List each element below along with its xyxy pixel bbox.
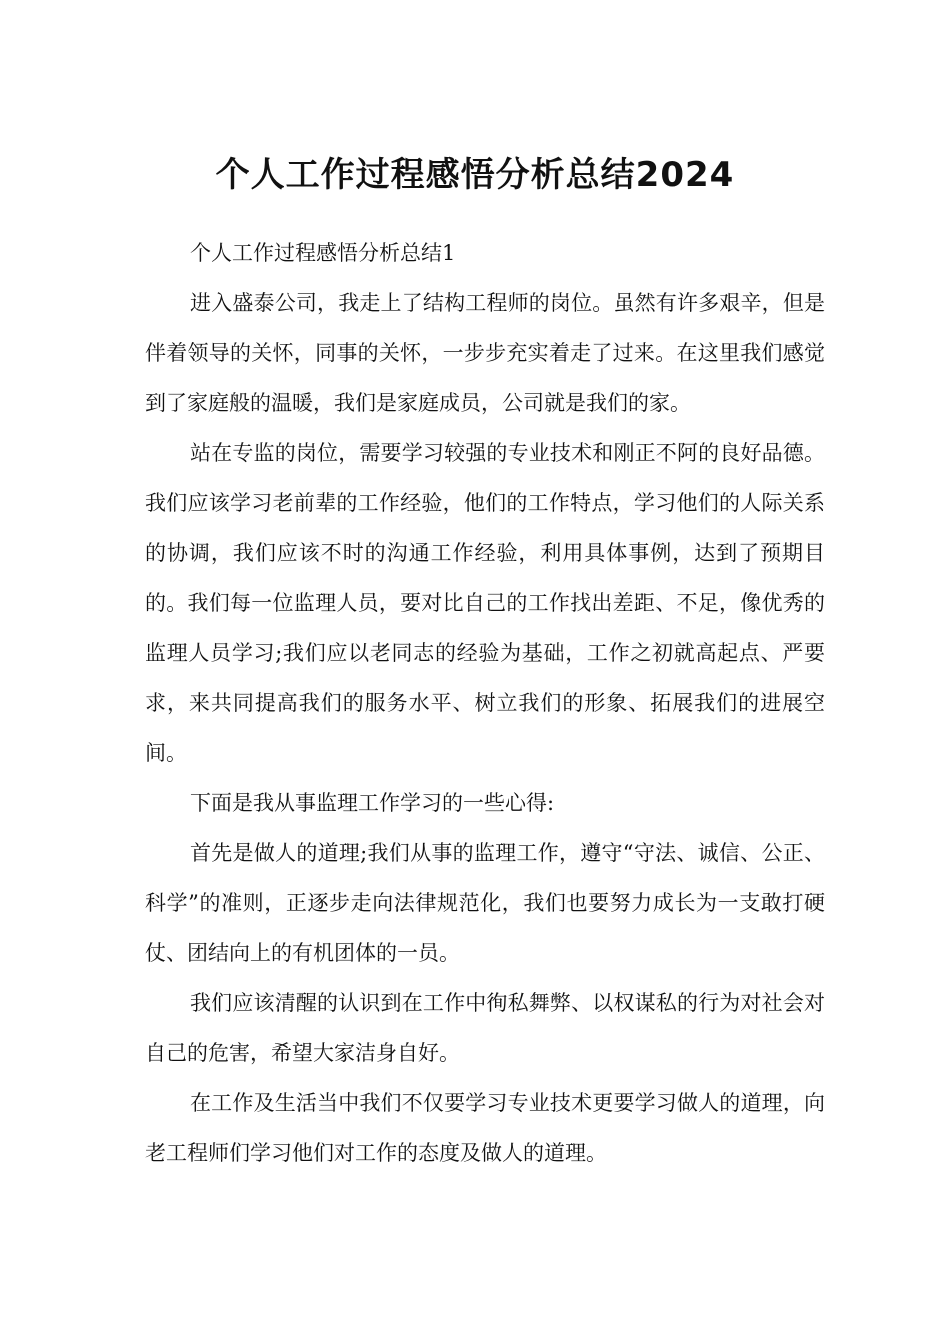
document-body: [145, 228, 825, 1178]
document-title: 个人工作过程感悟分析总结2024: [215, 154, 735, 195]
paragraph: 站在专监的岗位，需要学习较强的专业技术和刚正不阿的良好品德。我们应该学习老前辈的工作经验，他们的工作特点，学习他们的人际关系的协调，我们应该不时的沟通工作经验，利用具体事例，达到了预期目的。我们每一位监理人员，要对比自己的工作找出差距、不足，像优秀的监理人员学习;我们应以老同志的经验为基础，工作之初就高起点、严要求，来共同提高我们的服务水平、树立我们的形象、拓展我们的进展空间。: [145, 441, 825, 765]
paragraph: 下面是我从事监理工作学习的一些心得:: [190, 791, 555, 815]
section-heading: 个人工作过程感悟分析总结1: [190, 241, 456, 265]
paragraph: 在工作及生活当中我们不仅要学习专业技术更要学习做人的道理，向老工程师们学习他们对工作的态度及做人的道理。: [145, 1091, 825, 1165]
paragraph: 我们应该清醒的认识到在工作中徇私舞弊、以权谋私的行为对社会对自己的危害，希望大家洁身自好。: [145, 991, 825, 1065]
paragraph: 首先是做人的道理;我们从事的监理工作，遵守“守法、诚信、公正、科学”的准则，正逐步走向法律规范化，我们也要努力成长为一支敢打硬仗、团结向上的有机团体的一员。: [145, 841, 825, 965]
paragraph: 进入盛泰公司，我走上了结构工程师的岗位。虽然有许多艰辛，但是伴着领导的关怀，同事的关怀，一步步充实着走了过来。在这里我们感觉到了家庭般的温暖，我们是家庭成员，公司就是我们的家。: [145, 291, 825, 415]
